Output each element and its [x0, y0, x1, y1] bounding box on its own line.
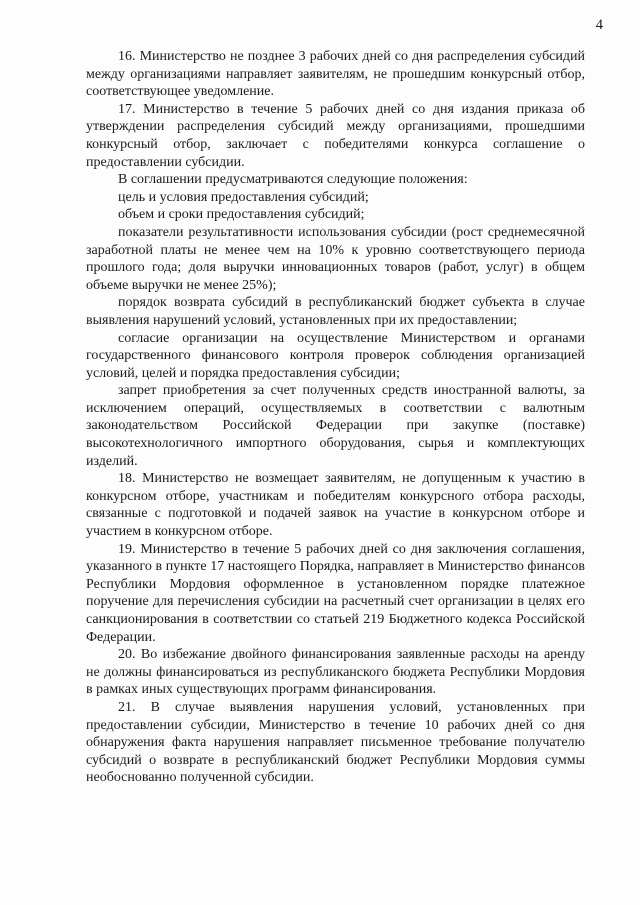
page-number: 4	[595, 17, 603, 33]
paragraph-21: 21. В случае выявления нарушения условий, установленных при предоставлении субсидии, Министерство в течение 10 рабочих дней со дня обнаружения факта нарушения направляет письменное требование получателю субсидий о возврате в республиканский бюджет Республики Мордовия суммы необоснованно полученной субсидии.	[86, 699, 585, 786]
paragraph-17: 17. Министерство в течение 5 рабочих дней со дня издания приказа об утверждении распределения субсидий между организациями, прошедшими конкурсный отбор, заключает с победителями конкурса соглашение о предоставлении субсидии.	[86, 101, 585, 170]
paragraph-20: 20. Во избежание двойного финансирования заявленные расходы на аренду не должны финансироваться из республиканского бюджета Республики Мордовия в рамках иных существующих программ финансирования.	[86, 647, 585, 698]
provision-purpose: цель и условия предоставления субсидий;	[118, 189, 369, 205]
provision-consent: согласие организации на осуществление Министерством и органами государственного финансового контроля проверок соблюдения организацией условий, целей и порядка предоставления субсидии;	[86, 330, 585, 381]
provision-volume: объем и сроки предоставления субсидий;	[118, 207, 365, 223]
paragraph-19: 19. Министерство в течение 5 рабочих дней со дня заключения соглашения, указанного в пункте 17 настоящего Порядка, направляет в Министерство финансов Республики Мордовия оформленное в установленном порядке платежное поручение для перечисления субсидии на расчетный счет организации в целях его санкционирования в соответствии со статьей 219 Бюджетного кодекса Российской Федерации.	[86, 541, 585, 645]
provision-return-procedure: порядок возврата субсидий в республиканский бюджет субъекта в случае выявления нарушений условий, установленных при их предоставлении;	[86, 295, 585, 328]
document-body	[86, 48, 585, 787]
provision-currency-ban: запрет приобретения за счет полученных средств иностранной валюты, за исключением операций, осуществляемых в соответствии с валютным законодательством Российской Федерации при закупке (поставке) высокотехнологичного импортного оборудования, сырья и комплектующих изделий.	[86, 383, 585, 469]
provision-indicators: показатели результативности использования субсидии (рост среднемесячной заработной платы не менее чем на 10% к уровню соответствующего периода прошлого года; доля выручки инновационных товаров (работ, услуг) в общем объеме выручки не менее 25%);	[86, 224, 585, 293]
paragraph-18: 18. Министерство не возмещает заявителям, не допущенным к участию в конкурсном отборе, участникам и победителям конкурсного отбора расходы, связанные с подготовкой и подачей заявок на участие в конкурсном отборе и участием в конкурсном отборе.	[86, 471, 585, 540]
paragraph-16: 16. Министерство не позднее 3 рабочих дней со дня распределения субсидий между организациями направляет заявителям, не прошедшим конкурсный отбор, соответствующее уведомление.	[86, 49, 585, 100]
agreement-provisions-intro: В соглашении предусматриваются следующие положения:	[118, 172, 468, 188]
